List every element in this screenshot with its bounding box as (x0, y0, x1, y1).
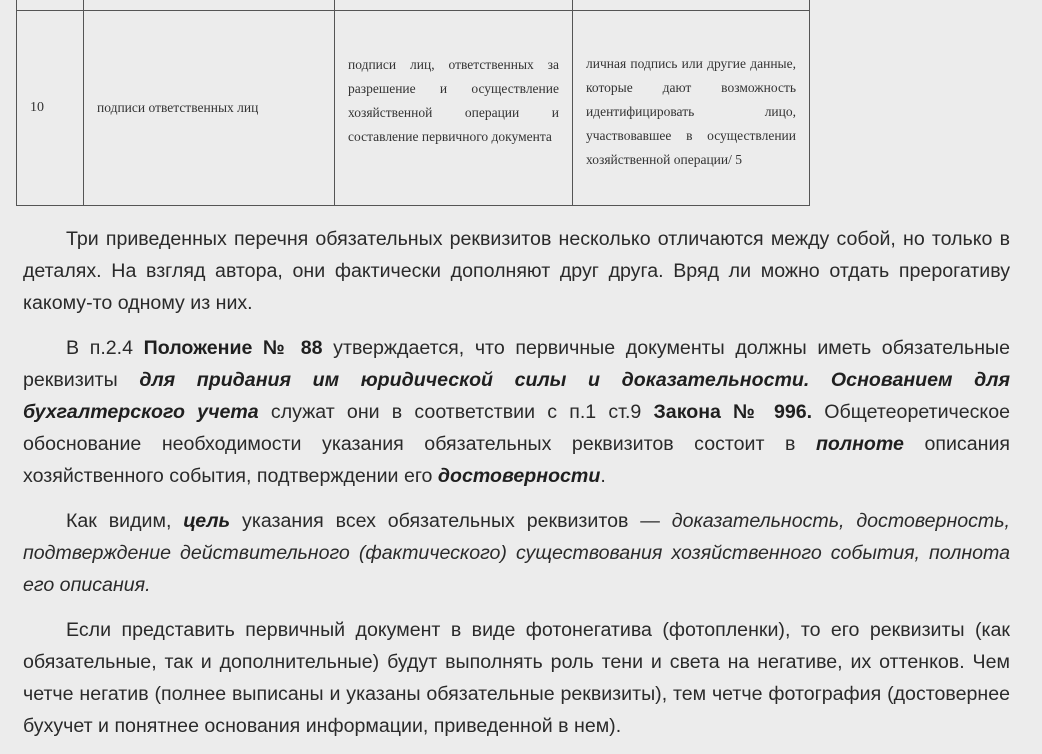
paragraph-3-text-1: Как видим, (66, 510, 184, 532)
table-row-previous (17, 0, 810, 11)
emphasis-goal-list: доказательность, достоверность, подтверждение действительного (фактического) существования хозяйственного события, полнота его описания. (23, 510, 1010, 596)
emphasis-goal: цель (183, 510, 231, 532)
paragraph-4: Если представить первичный документ в виде фотонегатива (фотопленки), то его реквизиты (как обязательные, так и дополнительные) будут выполнять роль тени и света на негативе, их оттенков. Чем четче негатив (полнее выписаны и указаны обязательные реквизиты), тем четче фотография (достовернее бухучет и понятнее основания информации, приведенной в нем). (23, 619, 1010, 737)
regulation-ref: Положение № 88 (143, 337, 323, 359)
requisite-description-cell (335, 11, 573, 206)
article-body (23, 223, 1010, 742)
paragraph-1: Три приведенных перечня обязательных реквизитов несколько отличаются между собой, но только в деталях. На взгляд автора, они фактически дополняют друг друга. Вряд ли можно отдать прерогативу какому-то одному из них. (23, 228, 1010, 314)
emphasis-completeness: полноте (815, 433, 904, 455)
emphasis-legal-force: для придания им юридической силы и доказательности. Основанием для бухгалтерского учета (23, 369, 1010, 423)
paragraph-2-text-4: Общетеоретическое обоснование необходимости указания обязательных реквизитов состоит в (23, 401, 1011, 455)
paragraph-3-text-2: указания всех обязательных реквизитов — (230, 510, 672, 532)
paragraph-2 (23, 332, 1010, 492)
paragraph-2-text-1: В п.2.4 (66, 337, 144, 359)
paragraph-2-text-5: описания хозяйственного события, подтверждении его (23, 433, 1010, 487)
requisite-name-cell: подписи ответственных лиц (84, 11, 335, 206)
requisite-description-text: подписи лиц, ответственных за разрешение и осуществление хозяйственной операции и составление первичного документа (348, 57, 559, 144)
law-ref: Закона № 996. (653, 401, 813, 423)
paragraph-2-text-2: утверждается, что первичные документы должны иметь обязательные реквизиты (23, 337, 1010, 391)
paragraph-2-text-3: служат они в соответствии с п.1 ст.9 (258, 401, 654, 423)
emphasis-reliability: достоверности (437, 465, 601, 487)
table-row (17, 11, 810, 206)
requisite-data-cell (573, 11, 810, 206)
requisite-data-text: личная подпись или другие данные, которые дают возможность идентифицировать лицо, участвовавшее в осуществлении хозяйственной операции/ 5 (586, 56, 796, 167)
paragraph-3 (23, 505, 1010, 601)
paragraph-2-text-6: . (600, 465, 606, 487)
requisites-table (16, 0, 810, 206)
row-number-cell: 10 (17, 11, 84, 206)
